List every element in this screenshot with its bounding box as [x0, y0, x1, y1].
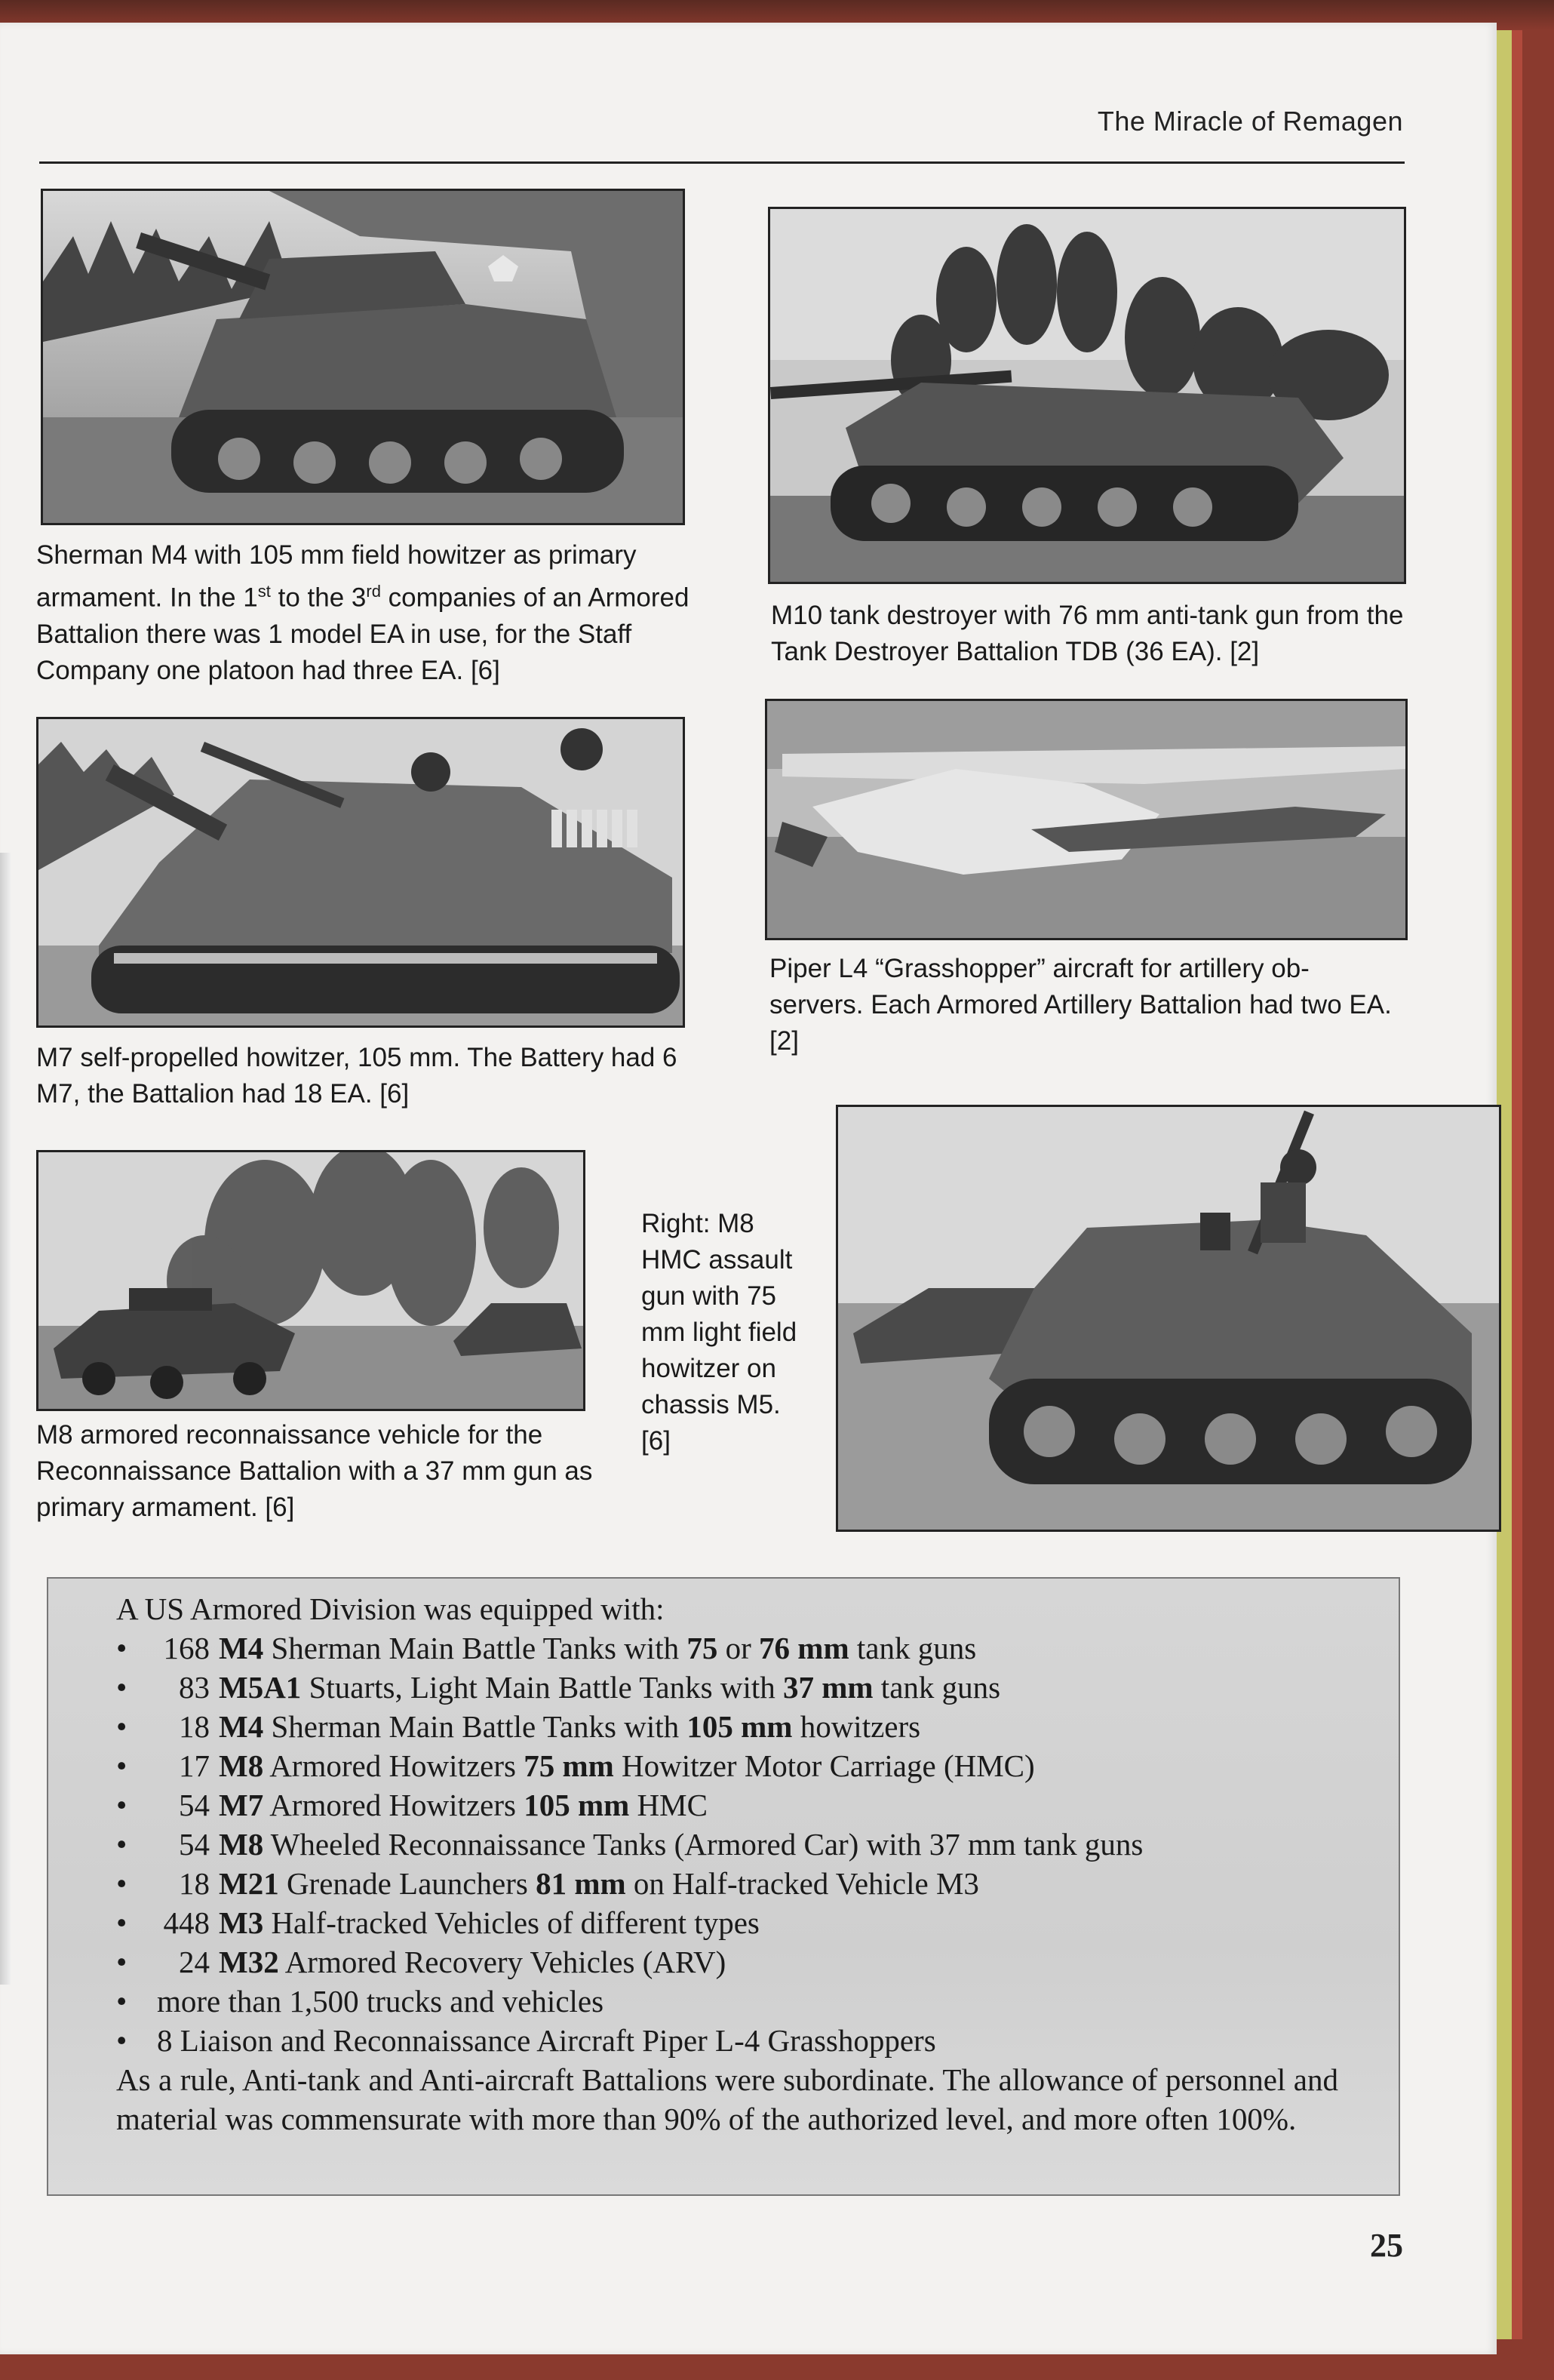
previous-page-edge: [0, 853, 11, 1985]
photo-m10-tank-destroyer: [768, 207, 1406, 584]
caption-m7-howitzer: M7 self-propelled howitzer, 105 mm. The Battery had 6 M7, the Battalion had 18 EA. [6]: [36, 1043, 677, 1109]
list-item: • 54 M8 Wheeled Reconnaissance Tanks (Armored Car) with 37 mm tank guns: [116, 1825, 1338, 1864]
list-item: • 18 M4 Sherman Main Battle Tanks with 105 mm howitzers: [116, 1707, 1338, 1746]
caption-m8-armored-car: M8 armored reconnaissance vehicle for the Reconnaissance Battalion with a 37 mm gun as primary armament. [6]: [36, 1420, 593, 1522]
photo-m7-howitzer: [36, 717, 685, 1028]
header-rule: [39, 161, 1405, 164]
caption-sherman-m4: Sherman M4 with 105 mm field howitzer as primary armament. In the 1st to the 3rd companies of an Armored Battalion there was 1 model EA in use, for the Staff Company one platoon had three EA. [6]: [36, 540, 689, 685]
list-item: • 168 M4 Sherman Main Battle Tanks with 75 or 76 mm tank guns: [116, 1628, 1338, 1668]
list-item: • more than 1,500 trucks and vehicles: [116, 1982, 1338, 2021]
book-cover-spine: [1512, 30, 1522, 2339]
page-number: 25: [1370, 2227, 1403, 2264]
list-item: • 18 M21 Grenade Launchers 81 mm on Half-tracked Vehicle M3: [116, 1864, 1338, 1903]
running-head: The Miracle of Remagen: [1097, 106, 1403, 137]
info-box-intro: A US Armored Division was equipped with:: [116, 1591, 665, 1626]
equipment-list: [116, 1628, 1338, 2060]
photo-sherman-m4: [41, 189, 685, 525]
caption-piper-l4: Piper L4 “Grasshopper” aircraft for artillery ob-servers. Each Armored Artillery Battalion had two EA. [2]: [769, 954, 1392, 1056]
photo-piper-l4: [765, 699, 1408, 940]
list-item: • 17 M8 Armored Howitzers 75 mm Howitzer Motor Carriage (HMC): [116, 1746, 1338, 1785]
list-item: • 24 M32 Armored Recovery Vehicles (ARV): [116, 1942, 1338, 1982]
photo-m8-hmc: [836, 1105, 1501, 1532]
armored-division-info-box: [47, 1577, 1400, 2196]
list-item: • 83 M5A1 Stuarts, Light Main Battle Tanks with 37 mm tank guns: [116, 1668, 1338, 1707]
caption-m10-tank-destroyer: M10 tank destroyer with 76 mm anti-tank gun from the Tank Destroyer Battalion TDB (36 EA). [2]: [771, 601, 1404, 666]
list-item: • 54 M7 Armored Howitzers 105 mm HMC: [116, 1785, 1338, 1825]
list-item: • 448 M3 Half-tracked Vehicles of different types: [116, 1903, 1338, 1942]
info-box-closing: As a rule, Anti-tank and Anti-aircraft Battalions were subordinate. The allowance of personnel and material was commensurate with more than 90% of the authorized level, and more often 100%.: [116, 2062, 1338, 2136]
list-item: • 8 Liaison and Reconnaissance Aircraft Piper L-4 Grasshoppers: [116, 2021, 1338, 2060]
caption-m8-hmc: Right: M8 HMC assault gun with 75 mm light field howitzer on chassis M5. [6]: [641, 1209, 797, 1456]
photo-m8-armored-car: [36, 1150, 585, 1411]
